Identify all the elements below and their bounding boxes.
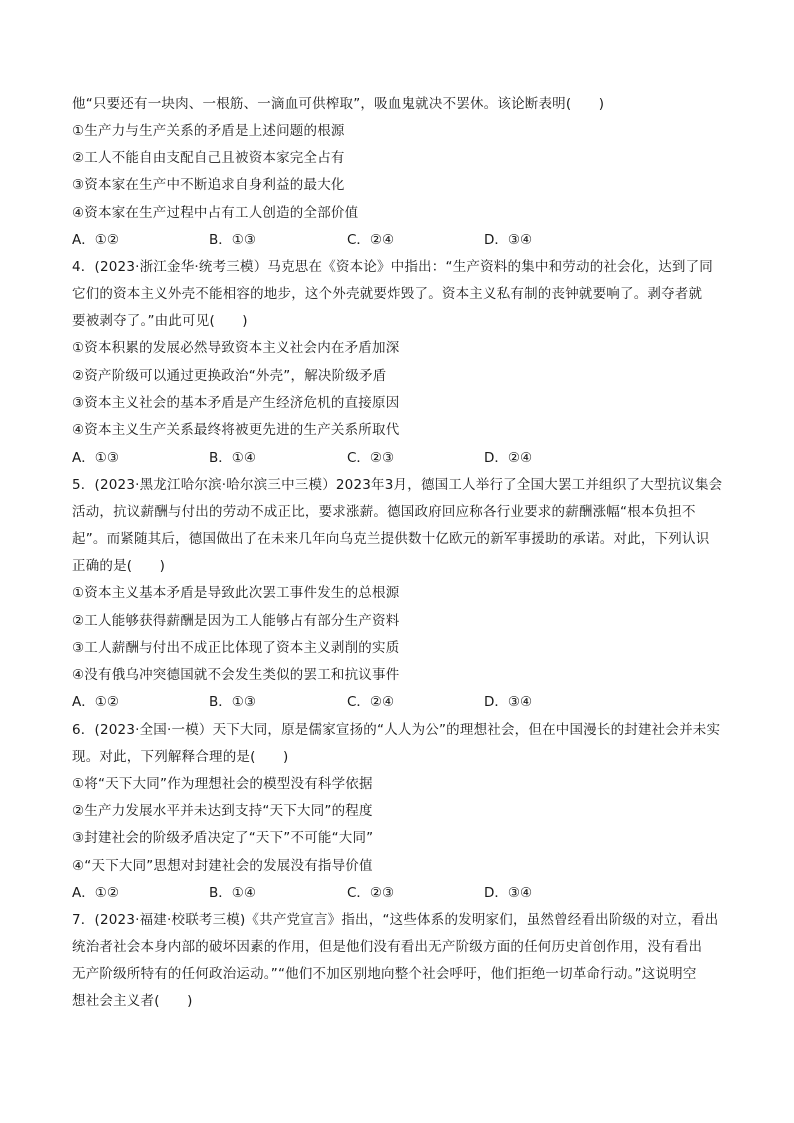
q4-item-4: ④资本主义生产关系最终将被更先进的生产关系所取代 [72, 422, 400, 438]
q3-option-b: B．①③ [209, 232, 256, 248]
q6-item-2: ②生产力发展水平并未达到支持“天下大同”的程度 [72, 803, 373, 819]
q5-stem-line-2: 活动，抗议薪酬与付出的劳动不成正比，要求涨薪。德国政府回应称各行业要求的薪酬涨幅“根本负担不 [72, 504, 696, 520]
q5-option-d: D．③④ [484, 694, 533, 710]
q6-item-3: ③封建社会的阶级矛盾决定了“天下”不可能“大同” [72, 830, 374, 846]
q5-item-4: ④没有俄乌冲突德国就不会发生类似的罢工和抗议事件 [72, 667, 400, 683]
q3-item-1: ①生产力与生产关系的矛盾是上述问题的根源 [72, 123, 345, 139]
q6-item-1: ①将“天下大同”作为理想社会的模型没有科学依据 [72, 776, 373, 792]
q3-option-a: A．①② [72, 232, 119, 248]
q5-item-2: ②工人能够获得薪酬是因为工人能够占有部分生产资料 [72, 613, 400, 629]
q6-stem-line-1: 6．(2023·全国·一模）天下大同，原是儒家宣扬的“人人为公”的理想社会，但在中国漫长的封建社会并未实 [72, 722, 721, 738]
q6-option-b: B．①④ [209, 885, 256, 901]
q4-item-2: ②资产阶级可以通过更换政治“外壳”，解决阶级矛盾 [72, 368, 387, 384]
q7-stem-line-4: 想社会主义者( ) [72, 993, 193, 1009]
q5-option-a: A．①② [72, 694, 119, 710]
q6-option-d: D．③④ [484, 885, 533, 901]
q6-option-a: A．①② [72, 885, 119, 901]
q4-stem-line-2: 它们的资本主义外壳不能相容的地步，这个外壳就要炸毁了。资本主义私有制的丧钟就要响了。剥夺者就 [72, 286, 703, 302]
q3-stem-line: 他“只要还有一块肉、一根筋、一滴血可供榨取”，吸血鬼就决不罢休。该论断表明( ) [72, 96, 605, 112]
q5-stem-line-1: 5．(2023·黑龙江哈尔滨·哈尔滨三中三模）2023年3月，德国工人举行了全国大罢工并组织了大型抗议集会 [72, 477, 723, 493]
q4-option-d: D．②④ [484, 450, 533, 466]
q5-stem-line-3: 起”。而紧随其后，德国做出了在未来几年向乌克兰提供数十亿欧元的新军事援助的承诺。对此，下列认识 [72, 531, 710, 547]
q4-stem-line-3: 要被剥夺了。”由此可见( ) [72, 313, 248, 329]
q5-stem-line-4: 正确的是( ) [72, 558, 166, 574]
q3-item-3: ③资本家在生产中不断追求自身利益的最大化 [72, 177, 345, 193]
q3-option-d: D．③④ [484, 232, 533, 248]
q5-option-c: C．②④ [347, 694, 395, 710]
q7-stem-line-3: 无产阶级所特有的任何政治运动。”“他们不加区别地向整个社会呼吁，他们拒绝一切革命行动。”这说明空 [72, 966, 697, 982]
q5-item-1: ①资本主义基本矛盾是导致此次罢工事件发生的总根源 [72, 585, 400, 601]
q3-item-2: ②工人不能自由支配自己且被资本家完全占有 [72, 150, 345, 166]
q6-stem-line-2: 现。对此，下列解释合理的是( ) [72, 749, 289, 765]
q7-stem-line-1: 7．(2023·福建·校联考三模)《共产党宣言》指出，“这些体系的发明家们，虽然曾经看出阶级的对立，看出 [72, 912, 719, 928]
q4-item-1: ①资本积累的发展必然导致资本主义社会内在矛盾加深 [72, 340, 400, 356]
q7-stem-line-2: 统治者社会本身内部的破坏因素的作用，但是他们没有看出无产阶级方面的任何历史首创作用，没有看出 [72, 939, 703, 955]
q5-item-3: ③工人薪酬与付出不成正比体现了资本主义剥削的实质 [72, 640, 400, 656]
q5-option-b: B．①③ [209, 694, 256, 710]
q4-option-c: C．②③ [347, 450, 395, 466]
q4-stem-line-1: 4．(2023·浙江金华·统考三模）马克思在《资本论》中指出：“生产资料的集中和劳动的社会化，达到了同 [72, 259, 713, 275]
q6-option-c: C．②③ [347, 885, 395, 901]
q4-option-b: B．①④ [209, 450, 256, 466]
q4-option-a: A．①③ [72, 450, 119, 466]
q6-item-4: ④“天下大同”思想对封建社会的发展没有指导价值 [72, 858, 373, 874]
q3-item-4: ④资本家在生产过程中占有工人创造的全部价值 [72, 205, 359, 221]
q4-item-3: ③资本主义社会的基本矛盾是产生经济危机的直接原因 [72, 395, 400, 411]
q3-option-c: C．②④ [347, 232, 395, 248]
